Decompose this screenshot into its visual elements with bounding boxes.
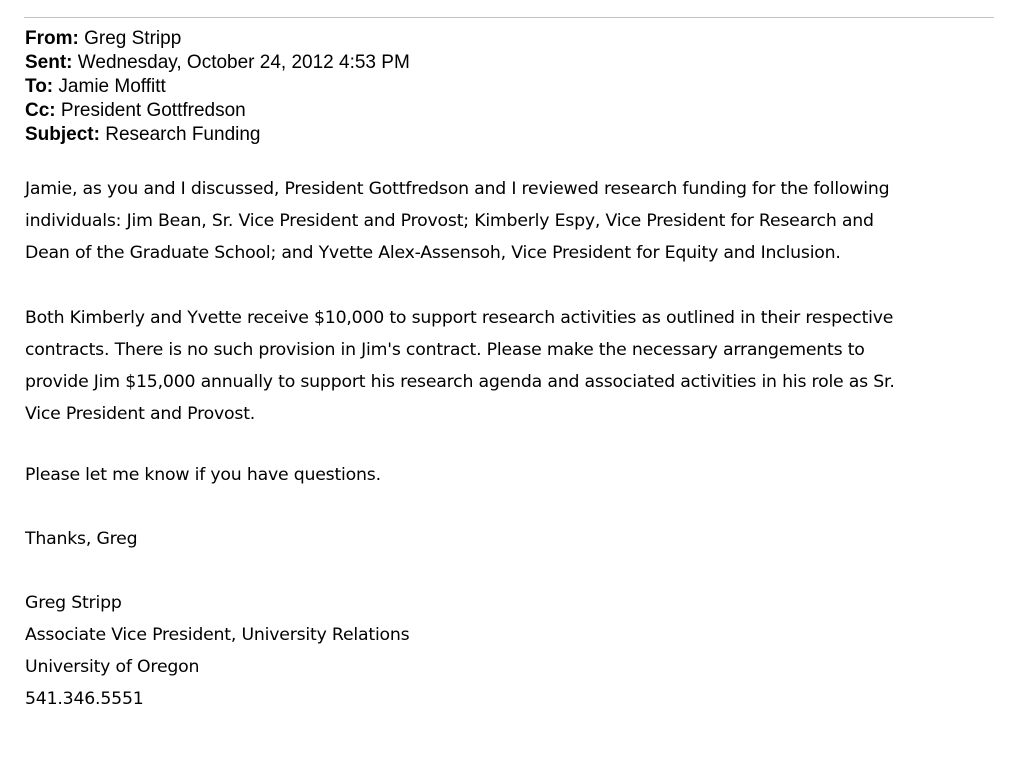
header-divider [24, 17, 994, 18]
subject-label: Subject: [25, 124, 100, 145]
sent-row [25, 51, 410, 75]
sent-label: Sent: [25, 52, 73, 73]
to-label: To: [25, 76, 54, 97]
email-header [25, 27, 410, 147]
cc-label: Cc: [25, 100, 56, 121]
closing-line: Thanks, Greg [25, 529, 138, 549]
paragraph-line: Vice President and Provost. [25, 404, 256, 424]
paragraph-line: Dean of the Graduate School; and Yvette Alex-Assensoh, Vice President for Equity and Inclusion. [25, 243, 841, 263]
paragraph-line: Please let me know if you have questions. [25, 465, 381, 485]
from-row [25, 27, 410, 51]
paragraph-line: Jamie, as you and I discussed, President Gottfredson and I reviewed research funding for the following [25, 179, 890, 199]
from-label: From: [25, 28, 79, 49]
paragraph-3 [25, 459, 985, 491]
paragraph-line: contracts. There is no such provision in Jim's contract. Please make the necessary arrangements to [25, 340, 865, 360]
paragraph-1 [25, 173, 985, 269]
sent-value: Wednesday, October 24, 2012 4:53 PM [77, 52, 410, 73]
subject-value: Research Funding [105, 124, 261, 145]
signature-title: Associate Vice President, University Relations [25, 625, 410, 645]
paragraph-2 [25, 302, 985, 430]
subject-row [25, 123, 410, 147]
to-row [25, 75, 410, 99]
signature-name: Greg Stripp [25, 593, 122, 613]
signature-block [25, 587, 985, 715]
paragraph-line: provide Jim $15,000 annually to support his research agenda and associated activities in his role as Sr. [25, 372, 895, 392]
cc-row [25, 99, 410, 123]
paragraph-line: Both Kimberly and Yvette receive $10,000 to support research activities as outlined in their respective [25, 308, 894, 328]
signature-organization: University of Oregon [25, 657, 200, 677]
to-value: Jamie Moffitt [58, 76, 166, 97]
from-value: Greg Stripp [84, 28, 182, 49]
paragraph-line: individuals: Jim Bean, Sr. Vice President and Provost; Kimberly Espy, Vice President for Research and [25, 211, 874, 231]
cc-value: President Gottfredson [60, 100, 246, 121]
closing [25, 523, 985, 555]
signature-phone: 541.346.5551 [25, 689, 144, 709]
